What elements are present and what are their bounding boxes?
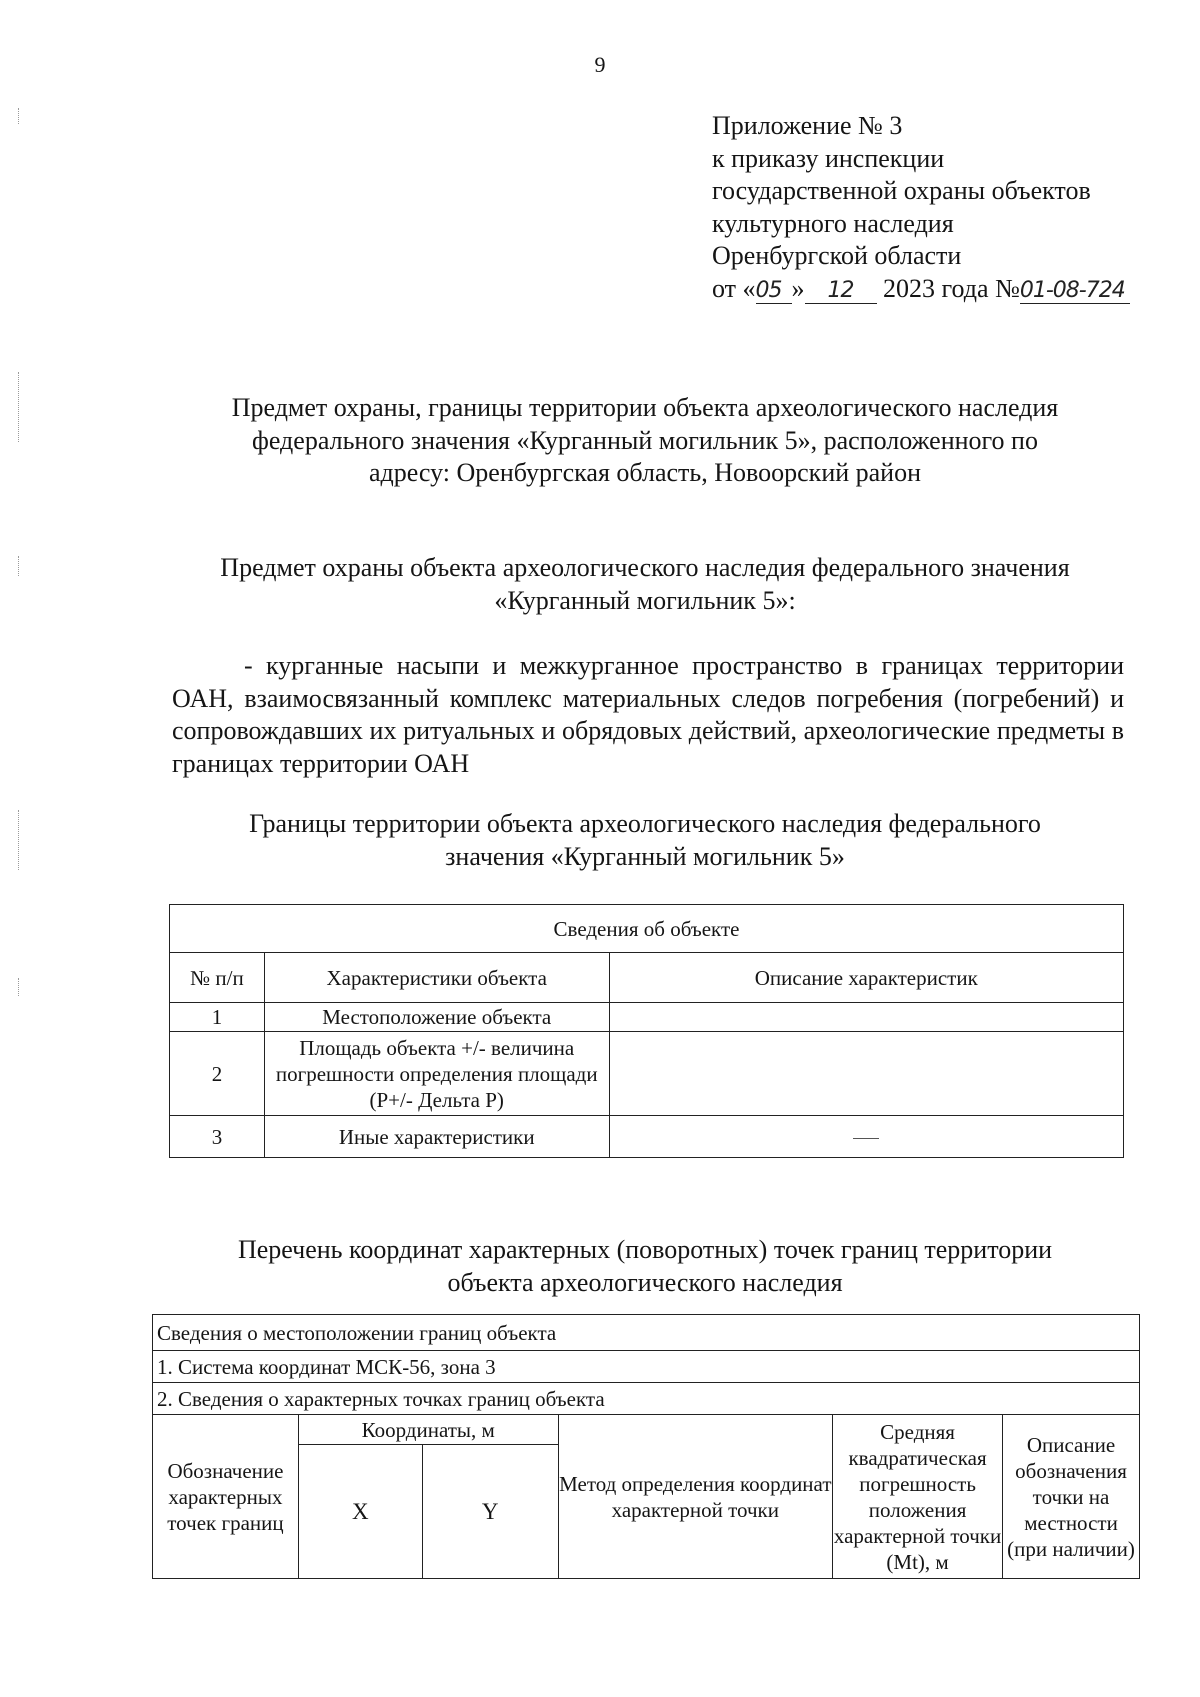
document-title [160, 392, 1130, 490]
appendix-date-line [712, 273, 1172, 306]
header-characteristic: Характеристики объекта [264, 953, 609, 1003]
date-month-handwritten: 12 [805, 279, 877, 304]
row-number: 2 [170, 1032, 265, 1116]
table-caption: Сведения об объекте [170, 905, 1124, 953]
boundaries-heading [160, 808, 1130, 873]
object-info-table [169, 904, 1124, 1158]
heading-line: объекта археологического наследия [447, 1267, 843, 1297]
appendix-line: государственной охраны объектов [712, 176, 1091, 205]
appendix-line: Приложение № 3 [712, 111, 903, 140]
row-characteristic: Площадь объекта +/- величина погрешности определения площади (P+/- Дельта P) [264, 1032, 609, 1116]
col-x: X [298, 1445, 422, 1579]
col-error: Средняя квадратическая погрешность положения характерной точки (Mt), м [833, 1415, 1003, 1579]
row-number: 3 [170, 1116, 265, 1158]
subject-text: - курганные насыпи и межкурганное пространство в границах территории ОАН, взаимосвязанный комплекс материальных следов погребения (погребений) и сопровождавших их ритуальных и обрядовых действий, археологические предметы в границах территории ОАН [172, 651, 1124, 778]
scan-edge-mark [18, 810, 21, 870]
date-quote: » [791, 273, 805, 303]
row-characteristic: Иные характеристики [264, 1116, 609, 1158]
col-point-description: Описание обозначения точки на местности (при наличии) [1003, 1415, 1140, 1579]
appendix-line: к приказу инспекции [712, 143, 945, 173]
coords-heading [160, 1234, 1130, 1299]
table-row [170, 1003, 1124, 1032]
heading-line: Границы территории объекта археологического наследия федерального [249, 809, 1041, 838]
row-description [609, 1003, 1123, 1032]
heading-line: Предмет охраны объекта археологического наследия федерального значения [220, 553, 1070, 582]
row-description [609, 1116, 1123, 1158]
location-info-row: Сведения о местоположении границ объекта [153, 1315, 1140, 1351]
row-characteristic: Местоположение объекта [264, 1003, 609, 1032]
appendix-line: культурного наследия [712, 208, 954, 238]
col-designation: Обозначение характерных точек границ [153, 1415, 299, 1579]
scan-edge-mark [18, 556, 21, 576]
table-row [170, 1116, 1124, 1158]
coordinates-table [152, 1314, 1140, 1579]
scan-edge-mark [18, 108, 21, 124]
col-method: Метод определения координат характерной точки [558, 1415, 833, 1579]
row-description [609, 1032, 1123, 1116]
date-year: 2023 года № [876, 273, 1020, 303]
header-description: Описание характеристик [609, 953, 1123, 1003]
appendix-block [712, 110, 1172, 305]
dash-mark [853, 1138, 879, 1139]
col-y: Y [422, 1445, 558, 1579]
subject-heading [160, 552, 1130, 617]
heading-line: Перечень координат характерных (поворотных) точек границ территории [237, 1235, 1053, 1264]
points-info-row: 2. Сведения о характерных точках границ объекта [153, 1383, 1140, 1415]
row-number: 1 [170, 1003, 265, 1032]
heading-line: «Курганный могильник 5»: [494, 585, 796, 615]
header-number: № п/п [170, 953, 265, 1003]
order-number-handwritten: 01-08-724 [1020, 279, 1130, 304]
title-line: федерального значения «Курганный могильник 5», расположенного по [252, 425, 1038, 455]
page-number: 9 [594, 52, 606, 77]
heading-line: значения «Курганный могильник 5» [445, 841, 845, 871]
title-line: Предмет охраны, границы территории объекта археологического наследия [231, 393, 1059, 422]
table-row [170, 1032, 1124, 1116]
title-line: адресу: Оренбургская область, Новоорский район [368, 458, 922, 487]
subject-paragraph [172, 650, 1124, 780]
scan-edge-mark [18, 372, 21, 442]
date-day-handwritten: 05 [756, 279, 792, 304]
col-coordinates: Координаты, м [298, 1415, 558, 1445]
coordinate-system-row: 1. Система координат МСК-56, зона 3 [153, 1351, 1140, 1383]
scan-edge-mark [18, 978, 21, 996]
appendix-line: Оренбургской области [712, 241, 962, 270]
date-prefix: от « [712, 273, 756, 303]
